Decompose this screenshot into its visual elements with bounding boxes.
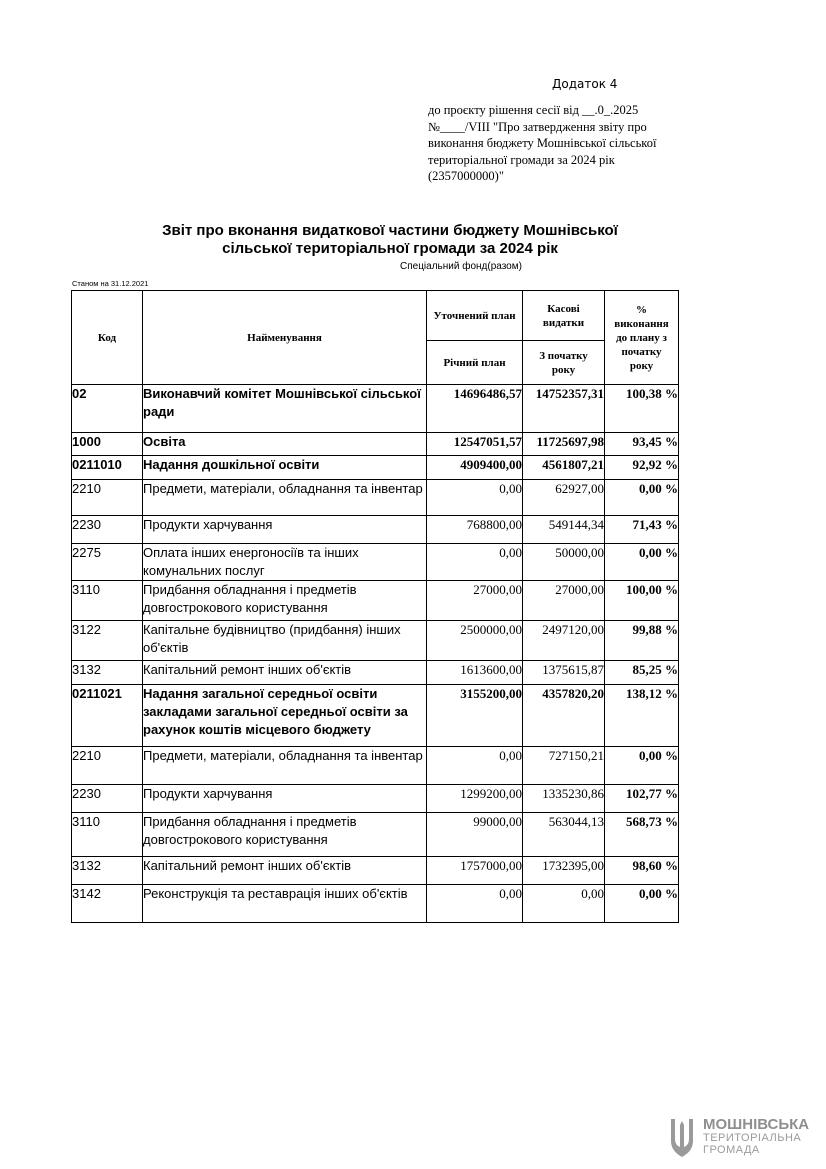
table-row bbox=[72, 685, 679, 747]
pct-cell: 85,25 % bbox=[605, 661, 679, 685]
cash-cell: 2497120,00 bbox=[523, 621, 605, 661]
pct-cell: 100,00 % bbox=[605, 581, 679, 621]
plan-cell: 2500000,00 bbox=[427, 621, 523, 661]
pct-cell: 92,92 % bbox=[605, 456, 679, 480]
header-name: Найменування bbox=[143, 291, 427, 385]
pct-cell: 0,00 % bbox=[605, 747, 679, 785]
table-row bbox=[72, 857, 679, 885]
cash-cell: 727150,21 bbox=[523, 747, 605, 785]
plan-cell: 1613600,00 bbox=[427, 661, 523, 685]
pct-cell: 138,12 % bbox=[605, 685, 679, 747]
cash-cell: 4561807,21 bbox=[523, 456, 605, 480]
pct-cell: 102,77 % bbox=[605, 785, 679, 813]
title-line: сільської територіальної громади за 2024 рік bbox=[222, 240, 558, 257]
cash-cell: 549144,34 bbox=[523, 516, 605, 544]
code-cell: 3110 bbox=[72, 581, 143, 621]
code-cell: 3132 bbox=[72, 661, 143, 685]
logo-text bbox=[703, 1117, 809, 1156]
report-title bbox=[130, 222, 650, 258]
code-cell: 3122 bbox=[72, 621, 143, 661]
plan-cell: 768800,00 bbox=[427, 516, 523, 544]
plan-cell: 14696486,57 bbox=[427, 385, 523, 433]
plan-cell: 99000,00 bbox=[427, 813, 523, 857]
header-annual-plan: Річний план bbox=[427, 341, 523, 385]
pct-cell: 100,38 % bbox=[605, 385, 679, 433]
table-row bbox=[72, 813, 679, 857]
pct-cell: 99,88 % bbox=[605, 621, 679, 661]
code-cell: 0211010 bbox=[72, 456, 143, 480]
header-code: Код bbox=[72, 291, 143, 385]
header-cash: Касові видатки bbox=[523, 291, 605, 341]
name-cell: Продукти харчування bbox=[143, 785, 427, 813]
cash-cell: 1375615,87 bbox=[523, 661, 605, 685]
table-row bbox=[72, 785, 679, 813]
code-cell: 3110 bbox=[72, 813, 143, 857]
code-cell: 2230 bbox=[72, 785, 143, 813]
table-row bbox=[72, 385, 679, 433]
table-row bbox=[72, 433, 679, 456]
plan-cell: 12547051,57 bbox=[427, 433, 523, 456]
header-plan: Уточнений план bbox=[427, 291, 523, 341]
cash-cell: 1335230,86 bbox=[523, 785, 605, 813]
table-row bbox=[72, 581, 679, 621]
pct-cell: 0,00 % bbox=[605, 544, 679, 581]
name-cell: Надання дошкільної освіти bbox=[143, 456, 427, 480]
table-body bbox=[72, 385, 679, 923]
table-row bbox=[72, 456, 679, 480]
name-cell: Предмети, матеріали, обладнання та інвентар bbox=[143, 747, 427, 785]
name-cell: Продукти харчування bbox=[143, 516, 427, 544]
pct-cell: 568,73 % bbox=[605, 813, 679, 857]
code-cell: 3132 bbox=[72, 857, 143, 885]
pct-cell: 0,00 % bbox=[605, 885, 679, 923]
table-row bbox=[72, 747, 679, 785]
community-logo bbox=[667, 1117, 817, 1159]
name-cell: Придбання обладнання і предметів довгострокового користування bbox=[143, 581, 427, 621]
note-line: №____/VIII "Про затвердження звіту про bbox=[428, 119, 647, 134]
name-cell: Придбання обладнання і предметів довгострокового користування bbox=[143, 813, 427, 857]
plan-cell: 3155200,00 bbox=[427, 685, 523, 747]
pct-cell: 0,00 % bbox=[605, 480, 679, 516]
plan-cell: 27000,00 bbox=[427, 581, 523, 621]
note-line: до проєкту рішення сесії від __.0_.2025 bbox=[428, 103, 639, 117]
plan-cell: 1299200,00 bbox=[427, 785, 523, 813]
decision-note bbox=[428, 102, 688, 185]
plan-cell: 4909400,00 bbox=[427, 456, 523, 480]
plan-cell: 1757000,00 bbox=[427, 857, 523, 885]
pct-cell: 93,45 % bbox=[605, 433, 679, 456]
cash-cell: 27000,00 bbox=[523, 581, 605, 621]
trident-icon bbox=[667, 1117, 697, 1159]
pct-cell: 71,43 % bbox=[605, 516, 679, 544]
plan-cell: 0,00 bbox=[427, 885, 523, 923]
cash-cell: 1732395,00 bbox=[523, 857, 605, 885]
expenditure-table bbox=[71, 290, 679, 923]
plan-cell: 0,00 bbox=[427, 747, 523, 785]
table-row bbox=[72, 480, 679, 516]
name-cell: Виконавчий комітет Мошнівської сільської ради bbox=[143, 385, 427, 433]
code-cell: 2210 bbox=[72, 480, 143, 516]
cash-cell: 11725697,98 bbox=[523, 433, 605, 456]
title-line: Звіт про вконання видаткової частини бюджету Мошнівської bbox=[162, 222, 618, 239]
cash-cell: 62927,00 bbox=[523, 480, 605, 516]
note-line: (2357000000)" bbox=[428, 169, 504, 183]
code-cell: 2230 bbox=[72, 516, 143, 544]
cash-cell: 14752357,31 bbox=[523, 385, 605, 433]
pct-cell: 98,60 % bbox=[605, 857, 679, 885]
code-cell: 3142 bbox=[72, 885, 143, 923]
fund-subtitle: Спеціальний фонд(разом) bbox=[400, 261, 522, 272]
logo-line: ГРОМАДА bbox=[703, 1144, 760, 1156]
code-cell: 0211021 bbox=[72, 685, 143, 747]
logo-line: ТЕРИТОРІАЛЬНА bbox=[703, 1132, 802, 1144]
table-row bbox=[72, 544, 679, 581]
header-pct: % виконання до плану з початку року bbox=[605, 291, 679, 385]
header-ytd: З початку року bbox=[523, 341, 605, 385]
name-cell: Капітальний ремонт інших об'єктів bbox=[143, 857, 427, 885]
code-cell: 1000 bbox=[72, 433, 143, 456]
name-cell: Оплата інших енергоносіїв та інших комунальних послуг bbox=[143, 544, 427, 581]
name-cell: Капітальний ремонт інших об'єктів bbox=[143, 661, 427, 685]
cash-cell: 4357820,20 bbox=[523, 685, 605, 747]
table-row bbox=[72, 621, 679, 661]
plan-cell: 0,00 bbox=[427, 480, 523, 516]
cash-cell: 50000,00 bbox=[523, 544, 605, 581]
name-cell: Надання загальної середньої освіти закладами загальної середньої освіти за рахунок коштів місцевого бюджету bbox=[143, 685, 427, 747]
cash-cell: 0,00 bbox=[523, 885, 605, 923]
table-row bbox=[72, 661, 679, 685]
table-row bbox=[72, 885, 679, 923]
name-cell: Реконструкція та реставрація інших об'єктів bbox=[143, 885, 427, 923]
name-cell: Капітальне будівництво (придбання) інших об'єктів bbox=[143, 621, 427, 661]
note-line: виконання бюджету Мошнівської сільської bbox=[428, 136, 657, 150]
code-cell: 2210 bbox=[72, 747, 143, 785]
appendix-label: Додаток 4 bbox=[552, 77, 618, 91]
name-cell: Освіта bbox=[143, 433, 427, 456]
name-cell: Предмети, матеріали, обладнання та інвентар bbox=[143, 480, 427, 516]
cash-cell: 563044,13 bbox=[523, 813, 605, 857]
logo-line: МОШНІВСЬКА bbox=[703, 1116, 810, 1133]
note-line: територіальної громади за 2024 рік bbox=[428, 152, 615, 167]
plan-cell: 0,00 bbox=[427, 544, 523, 581]
code-cell: 2275 bbox=[72, 544, 143, 581]
as-of-date: Станом на 31.12.2021 bbox=[72, 279, 149, 288]
table-row bbox=[72, 516, 679, 544]
code-cell: 02 bbox=[72, 385, 143, 433]
